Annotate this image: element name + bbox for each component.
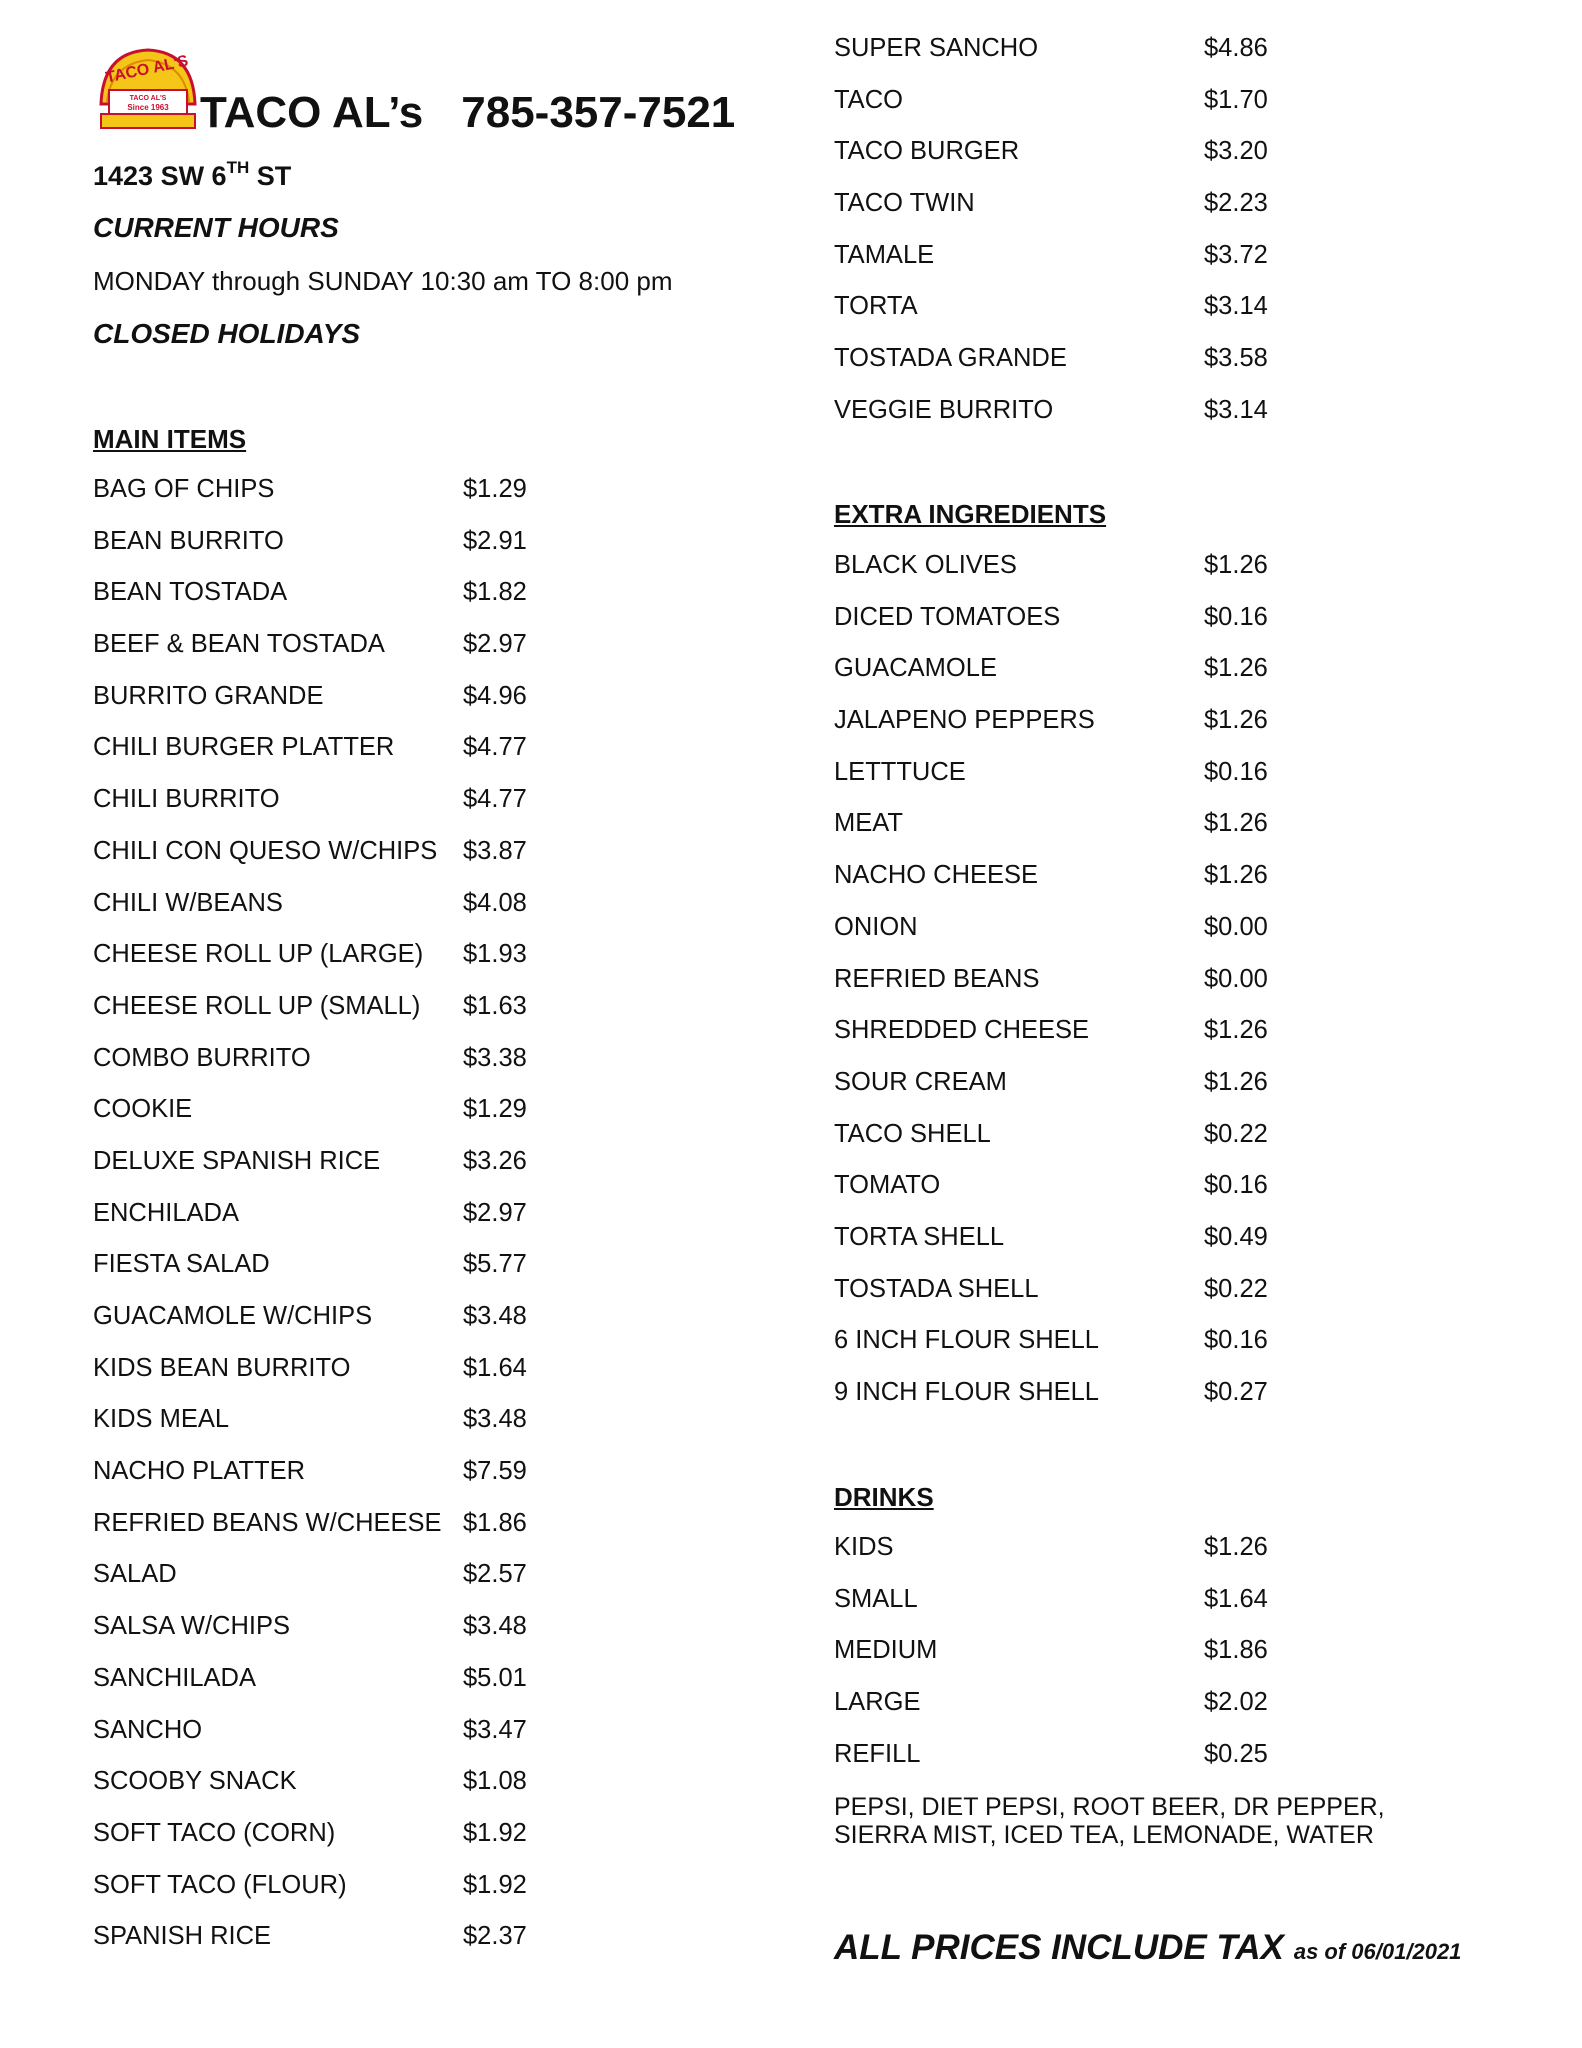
menu-item bbox=[834, 75, 1454, 127]
hours-text: MONDAY through SUNDAY 10:30 am TO 8:00 pm bbox=[93, 266, 673, 296]
menu-item-name: MEAT bbox=[834, 809, 903, 838]
menu-item-price: $7.59 bbox=[463, 1457, 527, 1486]
menu-item bbox=[93, 774, 693, 826]
menu-item-name: GUACAMOLE W/CHIPS bbox=[93, 1302, 373, 1330]
menu-item-price: $4.08 bbox=[463, 888, 527, 917]
menu-item-price: $1.93 bbox=[463, 940, 527, 969]
svg-text:Since 1963: Since 1963 bbox=[127, 103, 169, 112]
menu-item-name: REFILL bbox=[834, 1739, 921, 1768]
menu-item bbox=[93, 1498, 693, 1550]
menu-item-name: ENCHILADA bbox=[93, 1198, 239, 1227]
menu-item-price: $3.20 bbox=[1204, 137, 1268, 166]
menu-item-price: $0.00 bbox=[1204, 964, 1268, 993]
menu-item-price: $1.64 bbox=[1204, 1584, 1268, 1613]
menu-item-name: BEEF & BEAN TOSTADA bbox=[93, 630, 385, 659]
menu-item-name: MEDIUM bbox=[834, 1636, 938, 1665]
menu-item-price: $3.72 bbox=[1204, 240, 1268, 269]
menu-item-name: SOFT TACO (FLOUR) bbox=[93, 1870, 347, 1899]
menu-item-name: BEAN BURRITO bbox=[93, 526, 284, 555]
menu-item-price: $1.26 bbox=[1204, 1533, 1268, 1561]
menu-item bbox=[834, 1367, 1454, 1419]
menu-item-price: $1.29 bbox=[463, 1095, 527, 1124]
menu-item-name: KIDS BEAN BURRITO bbox=[93, 1353, 351, 1382]
main-items-continued-list bbox=[834, 23, 1454, 437]
menu-item-name: LETTTUCE bbox=[834, 757, 966, 786]
main-items-heading: MAIN ITEMS bbox=[93, 424, 247, 454]
menu-item bbox=[93, 1136, 693, 1188]
menu-item-name: 6 INCH FLOUR SHELL bbox=[834, 1326, 1099, 1355]
menu-item bbox=[93, 878, 693, 930]
menu-item-price: $0.22 bbox=[1204, 1274, 1268, 1303]
menu-item-name: TACO bbox=[834, 85, 903, 114]
menu-item bbox=[93, 722, 693, 774]
menu-item bbox=[834, 902, 1454, 954]
menu-item-price: $1.92 bbox=[463, 1870, 527, 1899]
menu-item-price: $4.86 bbox=[1204, 34, 1268, 62]
menu-item bbox=[93, 1394, 693, 1446]
menu-item bbox=[834, 385, 1454, 437]
menu-item-price: $0.25 bbox=[1204, 1739, 1268, 1768]
menu-item-name: SALSA W/CHIPS bbox=[93, 1612, 290, 1641]
menu-item-name: BEAN TOSTADA bbox=[93, 578, 288, 607]
menu-item-price: $1.26 bbox=[1204, 654, 1268, 683]
menu-item bbox=[93, 1084, 693, 1136]
menu-item bbox=[834, 1057, 1454, 1109]
menu-item bbox=[93, 1033, 693, 1085]
menu-item bbox=[93, 1446, 693, 1498]
menu-item-price: $4.77 bbox=[463, 785, 527, 814]
menu-item bbox=[834, 1729, 1454, 1781]
menu-item bbox=[93, 1549, 693, 1601]
menu-item bbox=[93, 981, 693, 1033]
menu-item-price: $0.00 bbox=[1204, 912, 1268, 941]
address bbox=[93, 158, 291, 192]
menu-item-name: NACHO PLATTER bbox=[93, 1457, 306, 1486]
menu-item bbox=[93, 619, 693, 671]
menu-item-price: $3.48 bbox=[463, 1302, 527, 1330]
menu-item-name: TACO SHELL bbox=[834, 1119, 991, 1148]
menu-item-name: SPANISH RICE bbox=[93, 1922, 272, 1951]
footer bbox=[834, 1928, 1461, 1968]
menu-item-name: LARGE bbox=[834, 1688, 921, 1717]
menu-item bbox=[834, 592, 1454, 644]
menu-item-name: VEGGIE BURRITO bbox=[834, 395, 1054, 424]
menu-item bbox=[93, 1808, 693, 1860]
menu-item bbox=[93, 826, 693, 878]
menu-item-name: ONION bbox=[834, 912, 918, 941]
restaurant-title bbox=[200, 88, 735, 138]
menu-item bbox=[834, 1625, 1454, 1677]
menu-item-name: CHEESE ROLL UP (LARGE) bbox=[93, 940, 424, 969]
menu-item-name: TOSTADA GRANDE bbox=[834, 344, 1067, 373]
svg-text:TACO AL'S: TACO AL'S bbox=[129, 95, 167, 102]
menu-item bbox=[93, 1291, 693, 1343]
menu-item bbox=[834, 695, 1454, 747]
menu-item-name: COMBO BURRITO bbox=[93, 1043, 311, 1072]
menu-item-price: $1.70 bbox=[1204, 85, 1268, 114]
menu-item-price: $1.29 bbox=[463, 475, 527, 503]
menu-item bbox=[834, 540, 1454, 592]
menu-item-name: DICED TOMATOES bbox=[834, 602, 1061, 631]
menu-item-price: $1.63 bbox=[463, 991, 527, 1020]
menu-item-name: CHILI BURGER PLATTER bbox=[93, 733, 395, 762]
menu-item bbox=[834, 126, 1454, 178]
menu-item-name: TACO TWIN bbox=[834, 189, 975, 218]
menu-item bbox=[93, 1911, 693, 1963]
menu-item bbox=[93, 671, 693, 723]
menu-item bbox=[834, 23, 1454, 75]
address-suffix: ST bbox=[249, 161, 292, 191]
menu-item-name: SOUR CREAM bbox=[834, 1067, 1007, 1096]
menu-item-price: $0.27 bbox=[1204, 1378, 1268, 1406]
taco-als-logo bbox=[93, 42, 203, 134]
menu-item-price: $3.48 bbox=[463, 1405, 527, 1434]
menu-item-price: $1.92 bbox=[463, 1818, 527, 1847]
menu-item-name: TORTA SHELL bbox=[834, 1222, 1005, 1251]
menu-item-price: $1.26 bbox=[1204, 861, 1268, 890]
menu-item-price: $0.49 bbox=[1204, 1222, 1268, 1251]
menu-item-name: SALAD bbox=[93, 1560, 177, 1589]
menu-item bbox=[93, 464, 693, 516]
menu-item bbox=[834, 230, 1454, 282]
menu-item bbox=[93, 1239, 693, 1291]
menu-item-price: $1.26 bbox=[1204, 809, 1268, 838]
menu-item-name: SMALL bbox=[834, 1584, 918, 1613]
menu-item bbox=[834, 643, 1454, 695]
menu-item bbox=[93, 1860, 693, 1912]
menu-item-price: $1.82 bbox=[463, 578, 527, 607]
menu-item-name: FIESTA SALAD bbox=[93, 1250, 270, 1279]
menu-item bbox=[834, 1677, 1454, 1729]
menu-item-price: $3.87 bbox=[463, 836, 527, 865]
menu-item-price: $2.23 bbox=[1204, 189, 1268, 218]
menu-item-name: TACO BURGER bbox=[834, 137, 1020, 166]
menu-item bbox=[834, 1109, 1454, 1161]
menu-item-price: $4.96 bbox=[463, 681, 527, 710]
menu-item bbox=[834, 1522, 1454, 1574]
prices-date: as of 06/01/2021 bbox=[1293, 1939, 1462, 1964]
restaurant-name: TACO AL’s bbox=[200, 88, 424, 137]
menu-item bbox=[93, 1188, 693, 1240]
menu-item bbox=[834, 281, 1454, 333]
menu-item-price: $3.48 bbox=[463, 1612, 527, 1641]
menu-item bbox=[834, 1212, 1454, 1264]
menu-item-name: COOKIE bbox=[93, 1095, 193, 1124]
menu-item-name: DELUXE SPANISH RICE bbox=[93, 1146, 381, 1175]
menu-item bbox=[93, 516, 693, 568]
menu-item-price: $0.22 bbox=[1204, 1119, 1268, 1148]
menu-item-price: $1.26 bbox=[1204, 706, 1268, 735]
menu-item-name: GUACAMOLE bbox=[834, 654, 997, 683]
menu-item-name: SCOOBY SNACK bbox=[93, 1767, 297, 1796]
menu-item-name: SANCHO bbox=[93, 1715, 203, 1744]
extra-ingredients-list bbox=[834, 540, 1454, 1419]
menu-item-price: $1.64 bbox=[463, 1353, 527, 1382]
menu-item-price: $0.16 bbox=[1204, 1326, 1268, 1355]
menu-item-price: $2.97 bbox=[463, 630, 527, 659]
menu-item-name: NACHO CHEESE bbox=[834, 861, 1039, 890]
extra-ingredients-heading: EXTRA INGREDIENTS bbox=[834, 499, 1107, 529]
address-prefix: 1423 SW 6 bbox=[93, 161, 227, 191]
menu-item-price: $2.57 bbox=[463, 1560, 527, 1589]
menu-item bbox=[93, 1343, 693, 1395]
menu-item bbox=[93, 1705, 693, 1757]
drinks-heading: DRINKS bbox=[834, 1482, 934, 1512]
menu-item-price: $2.02 bbox=[1204, 1688, 1268, 1717]
menu-item-name: TOSTADA SHELL bbox=[834, 1274, 1039, 1303]
menu-item-name: 9 INCH FLOUR SHELL bbox=[834, 1378, 1099, 1406]
menu-item-name: BLACK OLIVES bbox=[834, 551, 1017, 579]
menu-item bbox=[834, 798, 1454, 850]
menu-item-price: $0.16 bbox=[1204, 1171, 1268, 1200]
menu-item-price: $4.77 bbox=[463, 733, 527, 762]
menu-item bbox=[834, 1574, 1454, 1626]
menu-item bbox=[834, 850, 1454, 902]
menu-item-price: $5.77 bbox=[463, 1250, 527, 1279]
menu-item bbox=[93, 1653, 693, 1705]
menu-item-price: $1.26 bbox=[1204, 1016, 1268, 1045]
menu-item bbox=[93, 929, 693, 981]
menu-item-name: REFRIED BEANS W/CHEESE bbox=[93, 1508, 442, 1537]
menu-item-name: CHILI CON QUESO W/CHIPS bbox=[93, 836, 438, 865]
menu-item-name: SOFT TACO (CORN) bbox=[93, 1818, 336, 1847]
menu-item-price: $1.86 bbox=[1204, 1636, 1268, 1665]
menu-item-name: KIDS MEAL bbox=[93, 1405, 230, 1434]
hours-heading: CURRENT HOURS bbox=[93, 212, 339, 243]
menu-item-price: $0.16 bbox=[1204, 602, 1268, 631]
menu-item-price: $3.26 bbox=[463, 1146, 527, 1175]
menu-item bbox=[834, 1160, 1454, 1212]
menu-item-name: SHREDDED CHEESE bbox=[834, 1016, 1090, 1045]
svg-text:TACO AL'S: TACO AL'S bbox=[104, 52, 190, 87]
menu-item-price: $1.26 bbox=[1204, 551, 1268, 579]
menu-item-price: $3.58 bbox=[1204, 344, 1268, 373]
menu-item-price: $3.38 bbox=[463, 1043, 527, 1072]
menu-item-price: $2.97 bbox=[463, 1198, 527, 1227]
menu-item bbox=[93, 1601, 693, 1653]
menu-item-name: SANCHILADA bbox=[93, 1663, 256, 1692]
menu-item bbox=[834, 333, 1454, 385]
menu-item bbox=[834, 954, 1454, 1006]
menu-item-name: TOMATO bbox=[834, 1171, 941, 1200]
drinks-list bbox=[834, 1522, 1454, 1780]
menu-item-name: TORTA bbox=[834, 292, 918, 321]
menu-item-price: $1.08 bbox=[463, 1767, 527, 1796]
menu-item-price: $0.16 bbox=[1204, 757, 1268, 786]
menu-item bbox=[93, 567, 693, 619]
drinks-note: PEPSI, DIET PEPSI, ROOT BEER, DR PEPPER, SIERRA MIST, ICED TEA, LEMONADE, WATER bbox=[834, 1793, 1385, 1849]
menu-item bbox=[834, 1005, 1454, 1057]
menu-item bbox=[834, 178, 1454, 230]
menu-item-name: BURRITO GRANDE bbox=[93, 681, 324, 710]
menu-item-price: $1.26 bbox=[1204, 1067, 1268, 1096]
menu-item-price: $1.86 bbox=[463, 1508, 527, 1537]
closed-holidays: CLOSED HOLIDAYS bbox=[93, 318, 361, 349]
menu-item-name: CHILI W/BEANS bbox=[93, 888, 283, 917]
menu-item-price: $2.91 bbox=[463, 526, 527, 555]
menu-item-name: JALAPENO PEPPERS bbox=[834, 706, 1095, 735]
menu-item-name: REFRIED BEANS bbox=[834, 964, 1040, 993]
menu-item-name: CHEESE ROLL UP (SMALL) bbox=[93, 991, 421, 1020]
menu-item bbox=[834, 1264, 1454, 1316]
address-sup: TH bbox=[226, 158, 250, 177]
menu-item-name: KIDS bbox=[834, 1533, 894, 1561]
main-items-list bbox=[93, 464, 693, 1963]
menu-item-name: SUPER SANCHO bbox=[834, 34, 1039, 62]
menu-item bbox=[834, 1315, 1454, 1367]
menu-item-price: $3.47 bbox=[463, 1715, 527, 1744]
phone-number: 785-357-7521 bbox=[461, 88, 736, 137]
menu-item-price: $2.37 bbox=[463, 1922, 527, 1951]
menu-item bbox=[93, 1756, 693, 1808]
prices-include-tax: ALL PRICES INCLUDE TAX bbox=[834, 1928, 1284, 1967]
menu-item-name: BAG OF CHIPS bbox=[93, 475, 275, 503]
menu-item-price: $3.14 bbox=[1204, 292, 1268, 321]
menu-item-name: CHILI BURRITO bbox=[93, 785, 280, 814]
menu-item-name: TAMALE bbox=[834, 240, 935, 269]
menu-item-price: $3.14 bbox=[1204, 395, 1268, 424]
menu-item bbox=[834, 747, 1454, 799]
menu-item-price: $5.01 bbox=[463, 1663, 527, 1692]
